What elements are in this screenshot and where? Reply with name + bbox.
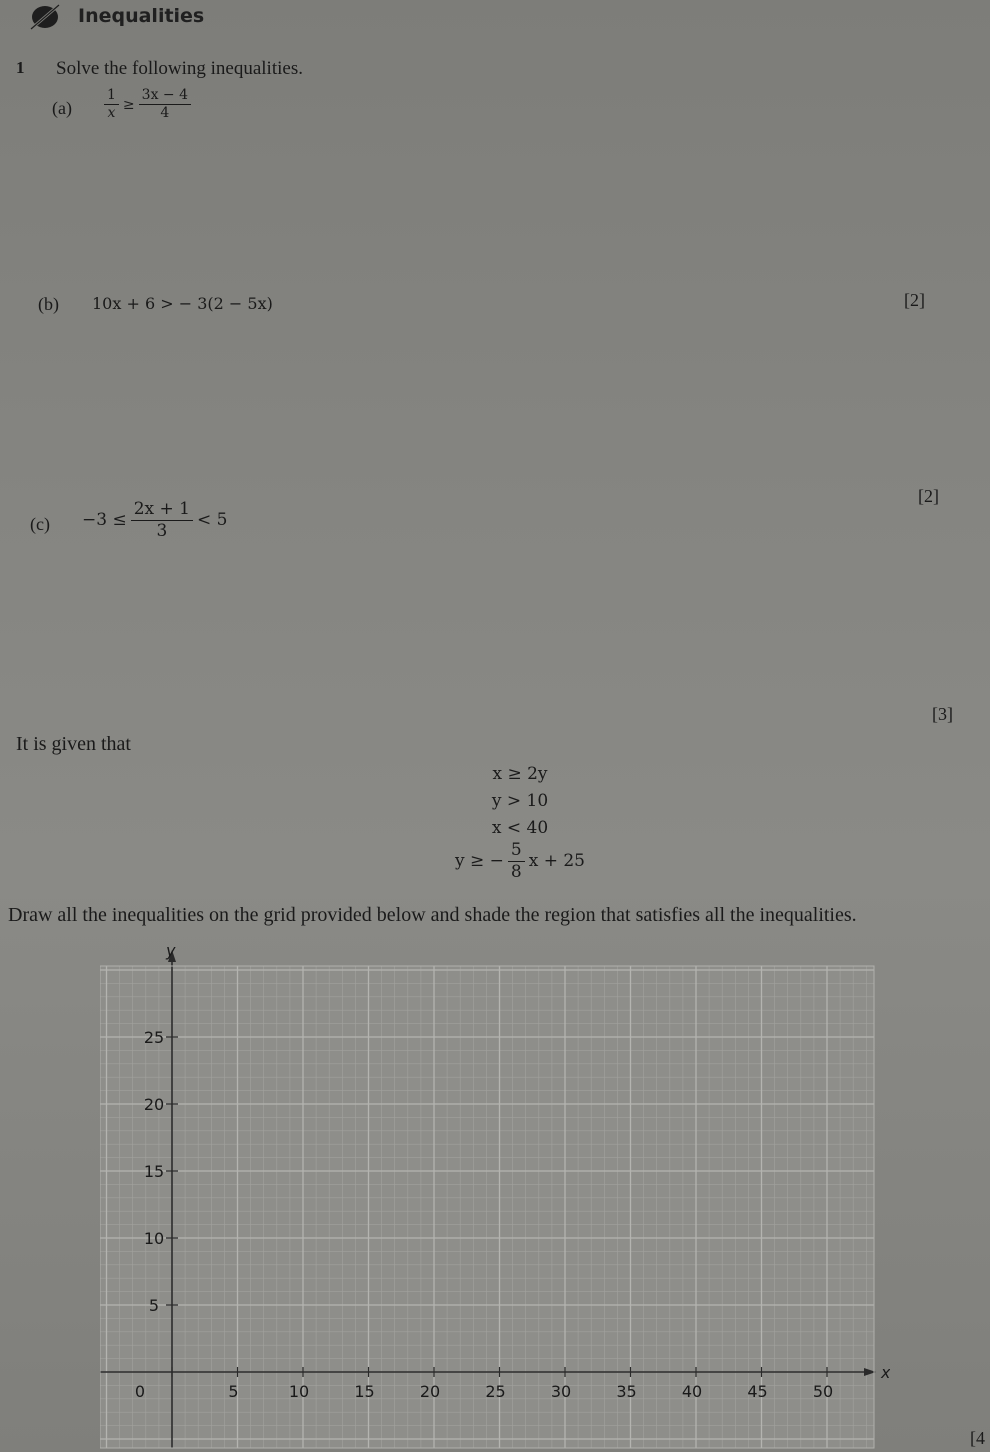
x-tick-label: 45 — [747, 1382, 768, 1401]
instruction-text: Draw all the inequalities on the grid provided below and shade the region that satisfies all the inequalities. — [8, 904, 857, 926]
y-axis-label: y — [166, 941, 176, 960]
part-a-rhs-numerator: 3x − 4 — [139, 88, 191, 105]
part-c-label: (c) — [30, 514, 50, 534]
part-a-expression — [100, 88, 195, 122]
y-tick-label: 25 — [143, 1028, 165, 1047]
question-number: 1 — [16, 58, 25, 77]
inequality-4 — [420, 841, 620, 881]
y-tick-label: 10 — [143, 1229, 165, 1248]
part-a-operator: ≥ — [122, 96, 135, 113]
inequality-list — [420, 760, 620, 881]
part-a-lhs-denominator: x — [107, 105, 116, 122]
part-c-denominator: 3 — [156, 520, 168, 541]
part-c-expression — [82, 500, 227, 540]
question-prompt: Solve the following inequalities. — [56, 58, 303, 79]
part-b-label: (b) — [38, 294, 59, 314]
x-axis-label: x — [881, 1363, 890, 1382]
x-tick-label: 15 — [354, 1382, 375, 1401]
y-tick-label: 5 — [148, 1296, 160, 1315]
x-tick-label: 40 — [681, 1382, 703, 1401]
part-b-marks: [2] — [918, 486, 939, 506]
part-a-lhs-numerator: 1 — [104, 88, 119, 105]
x-tick-label: 0 — [134, 1382, 146, 1401]
part-c-left: −3 ≤ — [82, 510, 127, 531]
graph-grid[interactable] — [100, 940, 890, 1452]
part-c-right: < 5 — [197, 510, 228, 531]
given-intro: It is given that — [16, 733, 131, 755]
part-b-expression: 10x + 6 > − 3(2 − 5x) — [92, 294, 273, 313]
x-tick-label: 25 — [485, 1382, 506, 1401]
inequality-4-denominator: 8 — [510, 861, 522, 882]
inequality-1: x ≥ 2y — [492, 763, 548, 784]
inequality-2: y > 10 — [491, 790, 549, 811]
x-tick-label: 35 — [616, 1382, 637, 1401]
page-title: Inequalities — [78, 5, 205, 27]
no-calculator-icon — [28, 4, 62, 30]
inequality-3: x < 40 — [491, 817, 549, 838]
inequality-4-numerator: 5 — [508, 841, 525, 862]
final-marks: [4 — [970, 1428, 985, 1448]
x-tick-label: 30 — [550, 1382, 572, 1401]
inequality-4-lhs: y ≥ − — [454, 851, 504, 871]
inequality-4-rhs: x + 25 — [528, 851, 585, 871]
y-tick-label: 20 — [143, 1095, 165, 1114]
part-c-numerator: 2x + 1 — [131, 500, 193, 521]
graph-paper — [100, 966, 874, 1448]
x-tick-label: 20 — [419, 1382, 441, 1401]
part-a-label: (a) — [52, 98, 72, 118]
part-a-rhs-denominator: 4 — [160, 105, 170, 122]
part-a-marks: [2] — [904, 290, 925, 310]
part-c-marks: [3] — [932, 704, 953, 724]
x-tick-label: 10 — [288, 1382, 310, 1401]
y-tick-label: 15 — [143, 1162, 165, 1181]
x-tick-label: 5 — [228, 1382, 239, 1401]
x-tick-label: 50 — [812, 1382, 834, 1401]
